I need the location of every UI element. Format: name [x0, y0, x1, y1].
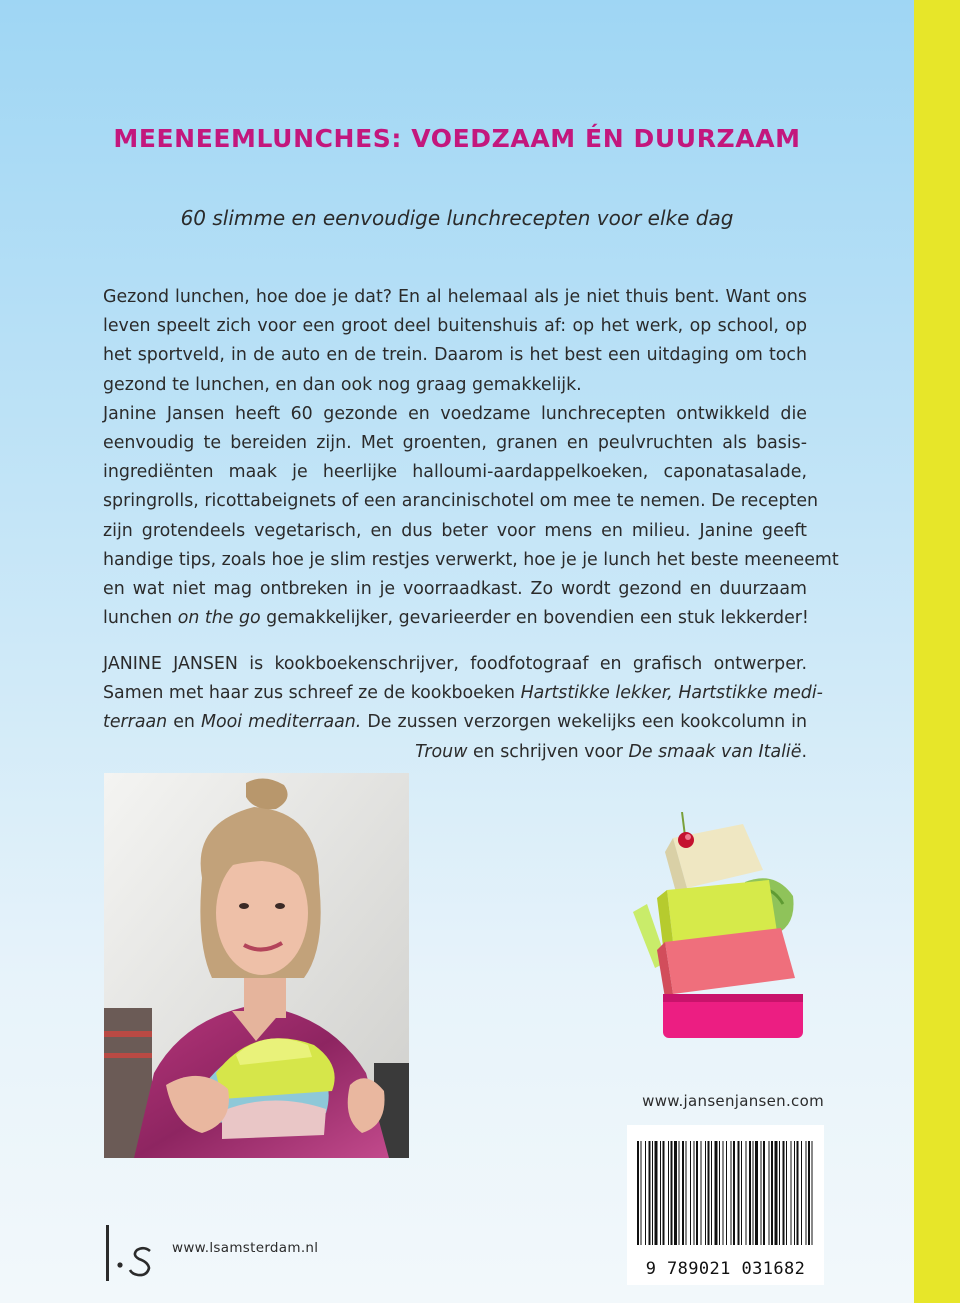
bio-line [103, 708, 807, 737]
bio-line [103, 679, 823, 708]
author-website: www.jansenjansen.com [642, 1092, 824, 1110]
blurb-line: gezond te lunchen, en dan ook nog graag gemakkelijk. [103, 374, 582, 395]
barcode-bars [627, 1125, 824, 1250]
blurb-line: Janine Jansen heeft 60 gezonde en voedzame lunchrecepten ontwikkeld die [103, 403, 807, 424]
blurb-last-emphasis: on the go [177, 608, 261, 629]
blurb-line: springrolls, ricottabeignets of een arancinischotel om mee te nemen. De recepten [103, 491, 819, 512]
bio-newspaper: Trouw [415, 741, 468, 762]
bio-text: Samen met haar zus schreef ze de kookboeken [103, 683, 521, 704]
blurb-last-pre: lunchen [103, 608, 178, 629]
book-subtitle: 60 slimme en eenvoudige lunchrecepten voor elke dag [180, 206, 734, 230]
bio-book-title: terraan [103, 712, 168, 733]
blurb-line: leven speelt zich voor een groot deel buitenshuis af: op het werk, op school, op [103, 316, 807, 337]
blurb-line: het sportveld, in de auto en de trein. Daarom is het best een uitdaging om toch [103, 345, 807, 366]
blurb-line [103, 604, 807, 633]
blurb-line: zijn grotendeels vegetarisch, en dus beter voor mens en milieu. Janine geeft [103, 520, 807, 541]
bio-line: JANINE JANSEN is kookboekenschrijver, foodfotograaf en grafisch ontwerper. [103, 654, 807, 674]
bio-text: De zussen verzorgen wekelijks een kookcolumn in [361, 712, 808, 733]
bio-text: en [167, 712, 201, 733]
blurb-text [103, 283, 839, 633]
book-headline: MEENEEMLUNCHES: VOEDZAAM ÉN DUURZAAM [113, 124, 801, 153]
blurb-last-post: gemakkelijker, gevarieerder en bovendien een stuk lekkerder! [260, 608, 809, 629]
publisher-logo [104, 1223, 160, 1283]
bio-text: en schrijven voor [467, 741, 629, 762]
isbn-number: 9 789021 031682 [645, 1259, 806, 1279]
bio-publication: De smaak van Italië [628, 741, 802, 762]
bio-book-title: Hartstikke lekker, Hartstikke medi- [520, 683, 823, 704]
bio-line [103, 738, 807, 767]
bio-text: . [801, 741, 807, 762]
author-bio [103, 650, 823, 767]
lunchbox-stack-illustration [625, 812, 835, 1042]
bio-book-title: Mooi mediterraan. [200, 712, 362, 733]
blurb-line: en wat niet mag ontbreken in je voorraadkast. Zo wordt gezond en duurzaam [103, 579, 807, 600]
publisher-website: www.lsamsterdam.nl [172, 1240, 319, 1256]
blurb-line: ingrediënten maak je heerlijke halloumi-aardappelkoeken, caponatasalade, [103, 462, 807, 483]
author-photo [104, 773, 409, 1158]
isbn-barcode [627, 1125, 824, 1285]
blurb-line: eenvoudig te bereiden zijn. Met groenten, granen en peulvruchten als basis- [103, 433, 807, 454]
blurb-line: Gezond lunchen, hoe doe je dat? En al helemaal als je niet thuis bent. Want ons [103, 287, 807, 307]
spine-strip [914, 0, 960, 1303]
blurb-line: handige tips, zoals hoe je slim restjes verwerkt, hoe je je lunch het beste meeneemt [103, 549, 839, 570]
